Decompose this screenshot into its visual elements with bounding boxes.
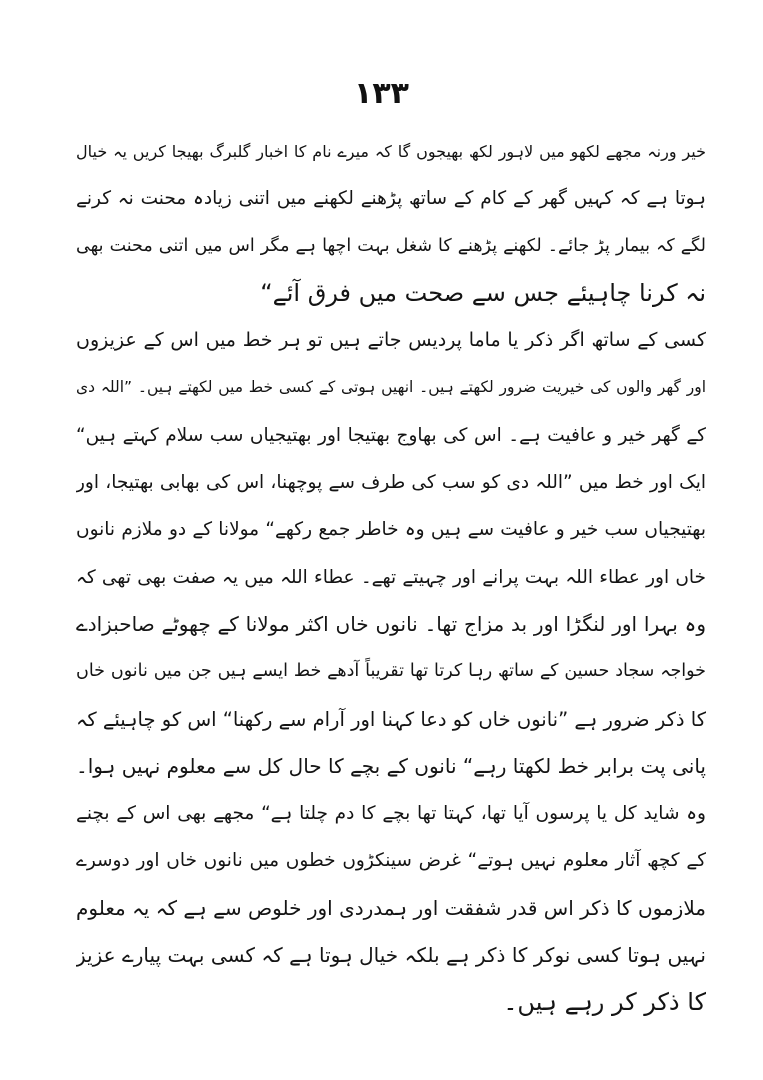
text-line: کا ذکر کر رہے ہیں۔ bbox=[503, 988, 706, 1017]
text-line: پانی پت برابر خط لکھتا رہے“ نانوں کے بچے کا حال کل سے معلوم نہیں ہوا۔ bbox=[76, 753, 706, 778]
text-line: نہیں ہوتا کسی نوکر کا ذکر ہے بلکہ خیال ہوتا ہے کہ کسی بہت پیارے عزیز bbox=[76, 943, 706, 968]
text-line: کے گھر خیر و عافیت ہے۔ اس کی بھاوج بھتیجا اور بھتیجیاں سب سلام کہتے ہیں“ bbox=[76, 424, 706, 446]
text-line: وہ شاید کل یا پرسوں آیا تھا، کہتا تھا بچے کا دم چلتا ہے“ مجھے بھی اس کے بچنے bbox=[76, 803, 706, 825]
text-line: کسی کے ساتھ اگر ذکر یا ماما پردیس جاتے ہیں تو ہر خط میں اس کے عزیزوں bbox=[76, 329, 706, 352]
text-line: نہ کرنا چاہیئے جس سے صحت میں فرق آئے“ bbox=[260, 278, 706, 307]
text-line: خاں اور عطاء اللہ بہت پرانے اور چہیتے تھے۔ عطاء اللہ میں یہ صفت بھی تھی کہ bbox=[76, 566, 706, 588]
text-line: خواجہ سجاد حسین کے ساتھ رہا کرتا تھا تقریباً آدھے خط ایسے ہیں جن میں نانوں خاں bbox=[76, 661, 706, 682]
text-line: ایک اور خط میں ”اللہ دی کو سب کی طرف سے پوچھنا، اس کی بھابی بھتیجا، اور bbox=[76, 472, 706, 494]
page-number: ١٣٣ bbox=[354, 76, 409, 111]
text-line: کا ذکر ضرور ہے ”نانوں خاں کو دعا کہنا اور آرام سے رکھنا“ اس کو چاہیئے کہ bbox=[76, 707, 706, 731]
body-text bbox=[76, 128, 706, 1027]
text-line: خیر ورنہ مجھے لکھو میں لاہور لکھ بھیجوں گا کہ میرے نام کا اخبار گلبرگ بھیجا کریں یہ خیال bbox=[76, 142, 706, 161]
text-line: بھتیجیاں سب خیر و عافیت سے ہیں وہ خاطر جمع رکھے“ مولانا کے دو ملازم نانوں bbox=[76, 519, 706, 541]
text-line: ہوتا ہے کہ کہیں گھر کے کام کے ساتھ پڑھنے لکھنے میں اتنی زیادہ محنت نہ کرنے bbox=[76, 188, 706, 210]
text-line: اور گھر والوں کی خیریت ضرور لکھتے ہیں۔ انھیں ہوتی کے کسی خط میں لکھتے ہیں۔ ”اللہ دی bbox=[76, 378, 706, 397]
text-line: وہ بہرا اور لنگڑا اور بد مزاج تھا۔ نانوں خاں اکثر مولانا کے چھوٹے صاحبزادے bbox=[76, 611, 706, 636]
text-line: لگے کہ بیمار پڑ جائے۔ لکھنے پڑھنے کا شغل بہت اچھا ہے مگر اس میں اتنی محنت بھی bbox=[76, 235, 706, 256]
text-line: ملازموں کا ذکر اس قدر شفقت اور ہمدردی اور خلوص سے ہے کہ یہ معلوم bbox=[76, 895, 706, 920]
text-line: کے کچھ آثار معلوم نہیں ہوتے“ غرض سینکڑوں خطوں میں نانوں خاں اور دوسرے bbox=[76, 850, 706, 872]
